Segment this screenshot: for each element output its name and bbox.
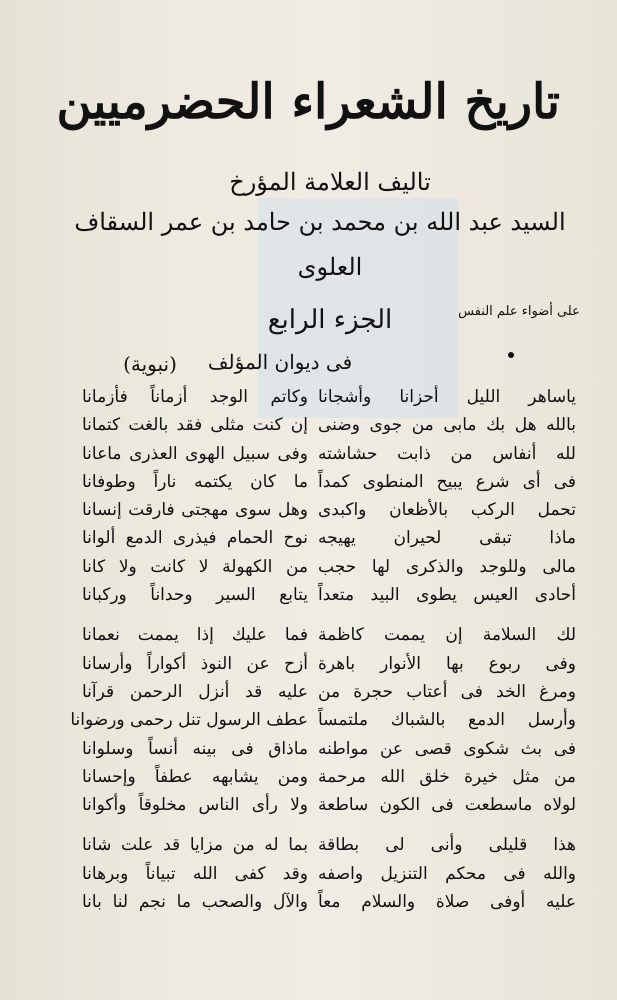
poem-left-column (70, 383, 308, 916)
verse-second-half: عليه قد أنزل الرحمن قرآنا (82, 681, 308, 702)
verse-first-half: وأرسل الدمع بالشباك ملتمساً (318, 710, 576, 731)
verse-second-half: من الكهولة لا كانت ولا كانا (82, 556, 308, 577)
verse-second-half: ماذاق فى بينه أنساً وسلوانا (82, 738, 308, 759)
verse-second-half: أزح عن النوذ أكواراً وأرسانا (82, 653, 308, 674)
verse-second-half: نوح الحمام فيذرى الدمع ألوانا (82, 528, 308, 549)
part-heading: الجزء الرابع (267, 305, 393, 335)
verse-first-half: تحمل الركب بالأظعان واكبدى (318, 500, 576, 521)
verse-first-half: ياساهر الليل أحزانا وأشجانا (318, 387, 576, 407)
verse-first-half: مالى وللوجد والذكرى لها حجب (318, 556, 576, 577)
verse-first-half: عليه أوفى صلاة والسلام معاً (318, 892, 576, 913)
side-note: على أضواء علم النفس (458, 304, 580, 319)
verse-first-half: أحادى العيس يطوى البيد متعداً (318, 585, 576, 606)
author-name: السيد عبد الله بن محمد بن حامد بن عمر السقاف (74, 208, 566, 236)
ink-dot (508, 352, 514, 358)
verse-first-half: وفى ربوع بها الأنوار باهرة (318, 653, 576, 674)
verse-second-half: فما عليك إذا يممت نعمانا (82, 625, 308, 646)
verse-second-half: بما له من مزايا قد علت شانا (82, 835, 308, 856)
verse-second-half: وفى سبيل الهوى العذرى ماعانا (82, 443, 308, 464)
verse-first-half: ماذا تبقى لحيران يهيجه (318, 528, 576, 549)
verse-second-half: وهل سوى مهجتى فارقت إنسانا (82, 500, 308, 521)
verse-second-half: إن كنت مثلى فقد بالغت كتمانا (82, 415, 308, 436)
author-lineage: العلوى (297, 253, 363, 281)
verse-first-half: لله أنفاس من ذابت حشاشته (318, 443, 576, 464)
verse-second-half: ومن يشابهه عطفاً وإحسانا (82, 766, 308, 787)
verse-second-half: والآل والصحب ما نجم لنا بانا (82, 892, 308, 913)
verse-first-half: من مثل خيرة خلق الله مرحمة (318, 766, 576, 787)
verse-first-half: فى أى شرع يبيح المنطوى كمداً (318, 471, 576, 492)
verse-second-half: وكاتم الوجد أزماناً فأزمانا (82, 387, 308, 407)
verse-first-half: ومرغ الخد فى أعتاب حجرة من (318, 681, 576, 702)
verse-first-half: لولاه ماسطعت فى الكون ساطعة (318, 795, 576, 816)
verse-second-half: ولا رأى الناس مخلوقاً وأكوانا (82, 795, 308, 816)
verse-first-half: هذا قليلى وأنى لى بطاقة (318, 835, 576, 856)
book-subtitle: تاليف العلامة المؤرخ (229, 168, 431, 196)
diwan-heading: فى ديوان المؤلف (207, 350, 353, 374)
verse-first-half: والله فى محكم التنزيل واصفه (318, 863, 576, 884)
book-title: تاريخ الشعراء الحضرميين (56, 74, 560, 130)
verse-second-half: وقد كفى الله تبياناً وبرهانا (82, 863, 308, 884)
verse-second-half: يتابع السير وحداناً وركبانا (82, 585, 308, 606)
poem-label: (نبوية) (123, 352, 177, 376)
verse-second-half: عطف الرسول تنل رحمى ورضوانا (70, 710, 308, 731)
verse-second-half: ما كان يكتمه ناراً وطوفانا (82, 471, 308, 492)
verse-first-half: لك السلامة إن يممت كاظمة (318, 625, 576, 646)
verse-first-half: فى بث شكوى قصى عن مواطنه (318, 738, 576, 759)
poem-right-column (318, 383, 576, 916)
verse-first-half: بالله هل بك مابى من جوى وضنى (318, 415, 576, 436)
